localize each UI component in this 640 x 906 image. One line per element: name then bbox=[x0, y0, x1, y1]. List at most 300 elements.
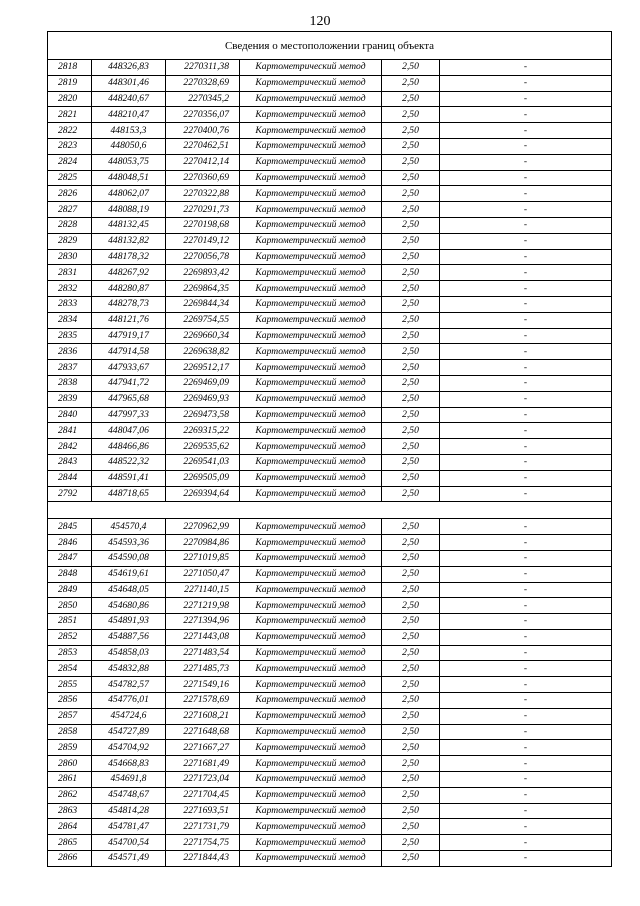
method-cell: Картометрический метод bbox=[240, 629, 382, 645]
table-row bbox=[48, 645, 612, 661]
x-coordinate-cell: 447997,33 bbox=[92, 407, 166, 423]
x-coordinate-cell: 447914,58 bbox=[92, 344, 166, 360]
method-cell: Картометрический метод bbox=[240, 470, 382, 486]
accuracy-cell: 2,50 bbox=[382, 123, 440, 139]
x-coordinate-cell: 454593,36 bbox=[92, 535, 166, 551]
x-coordinate-cell: 454619,61 bbox=[92, 566, 166, 582]
accuracy-cell: 2,50 bbox=[382, 138, 440, 154]
x-coordinate-cell: 454727,89 bbox=[92, 724, 166, 740]
accuracy-cell: 2,50 bbox=[382, 645, 440, 661]
table-row bbox=[48, 407, 612, 423]
y-coordinate-cell: 2270322,88 bbox=[166, 186, 240, 202]
description-cell: - bbox=[440, 535, 612, 551]
y-coordinate-cell: 2269638,82 bbox=[166, 344, 240, 360]
table-row bbox=[48, 154, 612, 170]
point-number-cell: 2832 bbox=[48, 281, 92, 297]
accuracy-cell: 2,50 bbox=[382, 819, 440, 835]
point-number-cell: 2827 bbox=[48, 202, 92, 218]
method-cell: Картометрический метод bbox=[240, 91, 382, 107]
point-number-cell: 2821 bbox=[48, 107, 92, 123]
y-coordinate-cell: 2270962,99 bbox=[166, 519, 240, 535]
point-number-cell: 2825 bbox=[48, 170, 92, 186]
description-cell: - bbox=[440, 375, 612, 391]
y-coordinate-cell: 2271394,96 bbox=[166, 614, 240, 630]
table-row bbox=[48, 787, 612, 803]
point-number-cell: 2859 bbox=[48, 740, 92, 756]
method-cell: Картометрический метод bbox=[240, 375, 382, 391]
y-coordinate-cell: 2270149,12 bbox=[166, 233, 240, 249]
x-coordinate-cell: 454704,92 bbox=[92, 740, 166, 756]
description-cell: - bbox=[440, 519, 612, 535]
page-number: 120 bbox=[309, 14, 331, 29]
table-row bbox=[48, 265, 612, 281]
y-coordinate-cell: 2269535,62 bbox=[166, 439, 240, 455]
y-coordinate-cell: 2270984,86 bbox=[166, 535, 240, 551]
table-row bbox=[48, 661, 612, 677]
table-row bbox=[48, 740, 612, 756]
x-coordinate-cell: 448718,65 bbox=[92, 486, 166, 502]
description-cell: - bbox=[440, 470, 612, 486]
accuracy-cell: 2,50 bbox=[382, 724, 440, 740]
x-coordinate-cell: 448301,46 bbox=[92, 75, 166, 91]
table-row bbox=[48, 819, 612, 835]
y-coordinate-cell: 2269469,93 bbox=[166, 391, 240, 407]
accuracy-cell: 2,50 bbox=[382, 772, 440, 788]
accuracy-cell: 2,50 bbox=[382, 535, 440, 551]
table-row bbox=[48, 724, 612, 740]
point-number-cell: 2861 bbox=[48, 772, 92, 788]
method-cell: Картометрический метод bbox=[240, 486, 382, 502]
y-coordinate-cell: 2270345,2 bbox=[166, 91, 240, 107]
y-coordinate-cell: 2271648,68 bbox=[166, 724, 240, 740]
point-number-cell: 2852 bbox=[48, 629, 92, 645]
table-row bbox=[48, 677, 612, 693]
description-cell: - bbox=[440, 312, 612, 328]
description-cell: - bbox=[440, 851, 612, 867]
description-cell: - bbox=[440, 249, 612, 265]
y-coordinate-cell: 2269660,34 bbox=[166, 328, 240, 344]
x-coordinate-cell: 447965,68 bbox=[92, 391, 166, 407]
x-coordinate-cell: 447919,17 bbox=[92, 328, 166, 344]
accuracy-cell: 2,50 bbox=[382, 756, 440, 772]
method-cell: Картометрический метод bbox=[240, 360, 382, 376]
x-coordinate-cell: 454776,01 bbox=[92, 693, 166, 709]
accuracy-cell: 2,50 bbox=[382, 454, 440, 470]
accuracy-cell: 2,50 bbox=[382, 835, 440, 851]
description-cell: - bbox=[440, 281, 612, 297]
table-row bbox=[48, 233, 612, 249]
accuracy-cell: 2,50 bbox=[382, 519, 440, 535]
description-cell: - bbox=[440, 75, 612, 91]
point-number-cell: 2842 bbox=[48, 439, 92, 455]
description-cell: - bbox=[440, 360, 612, 376]
y-coordinate-cell: 2270311,38 bbox=[166, 60, 240, 76]
table-row bbox=[48, 375, 612, 391]
accuracy-cell: 2,50 bbox=[382, 851, 440, 867]
point-number-cell: 2828 bbox=[48, 217, 92, 233]
accuracy-cell: 2,50 bbox=[382, 677, 440, 693]
x-coordinate-cell: 454887,56 bbox=[92, 629, 166, 645]
table-row bbox=[48, 851, 612, 867]
accuracy-cell: 2,50 bbox=[382, 186, 440, 202]
method-cell: Картометрический метод bbox=[240, 582, 382, 598]
description-cell: - bbox=[440, 138, 612, 154]
method-cell: Картометрический метод bbox=[240, 186, 382, 202]
method-cell: Картометрический метод bbox=[240, 138, 382, 154]
point-number-cell: 2851 bbox=[48, 614, 92, 630]
accuracy-cell: 2,50 bbox=[382, 344, 440, 360]
y-coordinate-cell: 2271549,16 bbox=[166, 677, 240, 693]
accuracy-cell: 2,50 bbox=[382, 582, 440, 598]
method-cell: Картометрический метод bbox=[240, 107, 382, 123]
method-cell: Картометрический метод bbox=[240, 677, 382, 693]
table-row bbox=[48, 202, 612, 218]
description-cell: - bbox=[440, 60, 612, 76]
point-number-cell: 2841 bbox=[48, 423, 92, 439]
y-coordinate-cell: 2269844,34 bbox=[166, 296, 240, 312]
y-coordinate-cell: 2271485,73 bbox=[166, 661, 240, 677]
x-coordinate-cell: 447933,67 bbox=[92, 360, 166, 376]
description-cell: - bbox=[440, 486, 612, 502]
table-row bbox=[48, 629, 612, 645]
description-cell: - bbox=[440, 265, 612, 281]
accuracy-cell: 2,50 bbox=[382, 470, 440, 486]
x-coordinate-cell: 448062,07 bbox=[92, 186, 166, 202]
accuracy-cell: 2,50 bbox=[382, 91, 440, 107]
point-number-cell: 2833 bbox=[48, 296, 92, 312]
method-cell: Картометрический метод bbox=[240, 439, 382, 455]
description-cell: - bbox=[440, 803, 612, 819]
y-coordinate-cell: 2271578,69 bbox=[166, 693, 240, 709]
x-coordinate-cell: 454648,05 bbox=[92, 582, 166, 598]
point-number-cell: 2830 bbox=[48, 249, 92, 265]
y-coordinate-cell: 2270360,69 bbox=[166, 170, 240, 186]
accuracy-cell: 2,50 bbox=[382, 60, 440, 76]
description-cell: - bbox=[440, 598, 612, 614]
method-cell: Картометрический метод bbox=[240, 202, 382, 218]
description-cell: - bbox=[440, 296, 612, 312]
accuracy-cell: 2,50 bbox=[382, 328, 440, 344]
table-row bbox=[48, 756, 612, 772]
description-cell: - bbox=[440, 724, 612, 740]
table-row bbox=[48, 249, 612, 265]
table-row bbox=[48, 60, 612, 76]
point-number-cell: 2864 bbox=[48, 819, 92, 835]
point-number-cell: 2856 bbox=[48, 693, 92, 709]
point-number-cell: 2843 bbox=[48, 454, 92, 470]
description-cell: - bbox=[440, 328, 612, 344]
x-coordinate-cell: 454781,47 bbox=[92, 819, 166, 835]
point-number-cell: 2819 bbox=[48, 75, 92, 91]
point-number-cell: 2824 bbox=[48, 154, 92, 170]
accuracy-cell: 2,50 bbox=[382, 486, 440, 502]
accuracy-cell: 2,50 bbox=[382, 202, 440, 218]
y-coordinate-cell: 2271483,54 bbox=[166, 645, 240, 661]
table-row bbox=[48, 519, 612, 535]
method-cell: Картометрический метод bbox=[240, 614, 382, 630]
table-row bbox=[48, 454, 612, 470]
table-row bbox=[48, 312, 612, 328]
accuracy-cell: 2,50 bbox=[382, 265, 440, 281]
y-coordinate-cell: 2271140,15 bbox=[166, 582, 240, 598]
accuracy-cell: 2,50 bbox=[382, 566, 440, 582]
method-cell: Картометрический метод bbox=[240, 233, 382, 249]
x-coordinate-cell: 448132,45 bbox=[92, 217, 166, 233]
block-separator-cell bbox=[48, 502, 612, 519]
accuracy-cell: 2,50 bbox=[382, 312, 440, 328]
point-number-cell: 2866 bbox=[48, 851, 92, 867]
y-coordinate-cell: 2271723,04 bbox=[166, 772, 240, 788]
table-row bbox=[48, 566, 612, 582]
point-number-cell: 2846 bbox=[48, 535, 92, 551]
point-number-cell: 2792 bbox=[48, 486, 92, 502]
accuracy-cell: 2,50 bbox=[382, 614, 440, 630]
y-coordinate-cell: 2269512,17 bbox=[166, 360, 240, 376]
x-coordinate-cell: 454590,08 bbox=[92, 550, 166, 566]
description-cell: - bbox=[440, 835, 612, 851]
y-coordinate-cell: 2269864,35 bbox=[166, 281, 240, 297]
method-cell: Картометрический метод bbox=[240, 787, 382, 803]
method-cell: Картометрический метод bbox=[240, 423, 382, 439]
point-number-cell: 2848 bbox=[48, 566, 92, 582]
table-row bbox=[48, 296, 612, 312]
y-coordinate-cell: 2269541,03 bbox=[166, 454, 240, 470]
y-coordinate-cell: 2270412,14 bbox=[166, 154, 240, 170]
accuracy-cell: 2,50 bbox=[382, 375, 440, 391]
point-number-cell: 2834 bbox=[48, 312, 92, 328]
x-coordinate-cell: 454700,54 bbox=[92, 835, 166, 851]
method-cell: Картометрический метод bbox=[240, 851, 382, 867]
point-number-cell: 2839 bbox=[48, 391, 92, 407]
point-number-cell: 2863 bbox=[48, 803, 92, 819]
x-coordinate-cell: 447941,72 bbox=[92, 375, 166, 391]
point-number-cell: 2820 bbox=[48, 91, 92, 107]
method-cell: Картометрический метод bbox=[240, 645, 382, 661]
x-coordinate-cell: 454668,83 bbox=[92, 756, 166, 772]
description-cell: - bbox=[440, 170, 612, 186]
table-row bbox=[48, 803, 612, 819]
x-coordinate-cell: 454571,49 bbox=[92, 851, 166, 867]
y-coordinate-cell: 2269893,42 bbox=[166, 265, 240, 281]
y-coordinate-cell: 2271019,85 bbox=[166, 550, 240, 566]
point-number-cell: 2858 bbox=[48, 724, 92, 740]
point-number-cell: 2857 bbox=[48, 708, 92, 724]
accuracy-cell: 2,50 bbox=[382, 75, 440, 91]
table-row bbox=[48, 281, 612, 297]
y-coordinate-cell: 2270291,73 bbox=[166, 202, 240, 218]
x-coordinate-cell: 448267,92 bbox=[92, 265, 166, 281]
table-row bbox=[48, 772, 612, 788]
table-row bbox=[48, 439, 612, 455]
x-coordinate-cell: 448240,67 bbox=[92, 91, 166, 107]
point-number-cell: 2844 bbox=[48, 470, 92, 486]
description-cell: - bbox=[440, 819, 612, 835]
method-cell: Картометрический метод bbox=[240, 566, 382, 582]
method-cell: Картометрический метод bbox=[240, 693, 382, 709]
y-coordinate-cell: 2271050,47 bbox=[166, 566, 240, 582]
y-coordinate-cell: 2270400,76 bbox=[166, 123, 240, 139]
table-row bbox=[48, 217, 612, 233]
description-cell: - bbox=[440, 740, 612, 756]
y-coordinate-cell: 2269315,22 bbox=[166, 423, 240, 439]
method-cell: Картометрический метод bbox=[240, 217, 382, 233]
accuracy-cell: 2,50 bbox=[382, 217, 440, 233]
table-row bbox=[48, 550, 612, 566]
point-number-cell: 2855 bbox=[48, 677, 92, 693]
point-number-cell: 2845 bbox=[48, 519, 92, 535]
table-row bbox=[48, 328, 612, 344]
x-coordinate-cell: 448053,75 bbox=[92, 154, 166, 170]
method-cell: Картометрический метод bbox=[240, 454, 382, 470]
x-coordinate-cell: 448178,32 bbox=[92, 249, 166, 265]
point-number-cell: 2860 bbox=[48, 756, 92, 772]
description-cell: - bbox=[440, 217, 612, 233]
accuracy-cell: 2,50 bbox=[382, 233, 440, 249]
method-cell: Картометрический метод bbox=[240, 296, 382, 312]
method-cell: Картометрический метод bbox=[240, 154, 382, 170]
point-number-cell: 2854 bbox=[48, 661, 92, 677]
method-cell: Картометрический метод bbox=[240, 819, 382, 835]
point-number-cell: 2836 bbox=[48, 344, 92, 360]
table-row bbox=[48, 486, 612, 502]
accuracy-cell: 2,50 bbox=[382, 693, 440, 709]
accuracy-cell: 2,50 bbox=[382, 661, 440, 677]
y-coordinate-cell: 2271443,08 bbox=[166, 629, 240, 645]
point-number-cell: 2822 bbox=[48, 123, 92, 139]
method-cell: Картометрический метод bbox=[240, 60, 382, 76]
point-number-cell: 2831 bbox=[48, 265, 92, 281]
point-number-cell: 2853 bbox=[48, 645, 92, 661]
accuracy-cell: 2,50 bbox=[382, 407, 440, 423]
x-coordinate-cell: 448088,19 bbox=[92, 202, 166, 218]
method-cell: Картометрический метод bbox=[240, 344, 382, 360]
y-coordinate-cell: 2271667,27 bbox=[166, 740, 240, 756]
table-row bbox=[48, 708, 612, 724]
y-coordinate-cell: 2270462,51 bbox=[166, 138, 240, 154]
table-row bbox=[48, 835, 612, 851]
accuracy-cell: 2,50 bbox=[382, 439, 440, 455]
accuracy-cell: 2,50 bbox=[382, 360, 440, 376]
point-number-cell: 2838 bbox=[48, 375, 92, 391]
x-coordinate-cell: 448278,73 bbox=[92, 296, 166, 312]
table-row bbox=[48, 123, 612, 139]
description-cell: - bbox=[440, 645, 612, 661]
y-coordinate-cell: 2271731,79 bbox=[166, 819, 240, 835]
x-coordinate-cell: 448153,3 bbox=[92, 123, 166, 139]
description-cell: - bbox=[440, 407, 612, 423]
accuracy-cell: 2,50 bbox=[382, 170, 440, 186]
method-cell: Картометрический метод bbox=[240, 249, 382, 265]
block-separator-row bbox=[48, 502, 612, 519]
method-cell: Картометрический метод bbox=[240, 281, 382, 297]
point-number-cell: 2865 bbox=[48, 835, 92, 851]
description-cell: - bbox=[440, 391, 612, 407]
description-cell: - bbox=[440, 708, 612, 724]
table-row bbox=[48, 582, 612, 598]
description-cell: - bbox=[440, 439, 612, 455]
x-coordinate-cell: 454858,03 bbox=[92, 645, 166, 661]
table-row bbox=[48, 535, 612, 551]
method-cell: Картометрический метод bbox=[240, 661, 382, 677]
description-cell: - bbox=[440, 107, 612, 123]
table-row bbox=[48, 344, 612, 360]
table-title: Сведения о местоположении границ объекта bbox=[48, 32, 612, 60]
x-coordinate-cell: 448047,06 bbox=[92, 423, 166, 439]
x-coordinate-cell: 454724,6 bbox=[92, 708, 166, 724]
x-coordinate-cell: 448326,83 bbox=[92, 60, 166, 76]
x-coordinate-cell: 448210,47 bbox=[92, 107, 166, 123]
description-cell: - bbox=[440, 233, 612, 249]
y-coordinate-cell: 2269473,58 bbox=[166, 407, 240, 423]
description-cell: - bbox=[440, 91, 612, 107]
method-cell: Картометрический метод bbox=[240, 772, 382, 788]
table-row bbox=[48, 186, 612, 202]
method-cell: Картометрический метод bbox=[240, 312, 382, 328]
table-row bbox=[48, 107, 612, 123]
x-coordinate-cell: 448466,86 bbox=[92, 439, 166, 455]
description-cell: - bbox=[440, 629, 612, 645]
table-row bbox=[48, 170, 612, 186]
description-cell: - bbox=[440, 186, 612, 202]
method-cell: Картометрический метод bbox=[240, 265, 382, 281]
point-number-cell: 2835 bbox=[48, 328, 92, 344]
x-coordinate-cell: 454782,57 bbox=[92, 677, 166, 693]
method-cell: Картометрический метод bbox=[240, 75, 382, 91]
x-coordinate-cell: 454891,93 bbox=[92, 614, 166, 630]
description-cell: - bbox=[440, 423, 612, 439]
table-row bbox=[48, 693, 612, 709]
y-coordinate-cell: 2271704,45 bbox=[166, 787, 240, 803]
y-coordinate-cell: 2271608,21 bbox=[166, 708, 240, 724]
point-number-cell: 2840 bbox=[48, 407, 92, 423]
description-cell: - bbox=[440, 454, 612, 470]
x-coordinate-cell: 454748,67 bbox=[92, 787, 166, 803]
point-number-cell: 2829 bbox=[48, 233, 92, 249]
table-row bbox=[48, 423, 612, 439]
method-cell: Картометрический метод bbox=[240, 724, 382, 740]
method-cell: Картометрический метод bbox=[240, 535, 382, 551]
description-cell: - bbox=[440, 566, 612, 582]
y-coordinate-cell: 2270056,78 bbox=[166, 249, 240, 265]
x-coordinate-cell: 448591,41 bbox=[92, 470, 166, 486]
description-cell: - bbox=[440, 693, 612, 709]
method-cell: Картометрический метод bbox=[240, 803, 382, 819]
y-coordinate-cell: 2271754,75 bbox=[166, 835, 240, 851]
table-row bbox=[48, 91, 612, 107]
method-cell: Картометрический метод bbox=[240, 756, 382, 772]
x-coordinate-cell: 454570,4 bbox=[92, 519, 166, 535]
boundary-table bbox=[47, 31, 612, 867]
y-coordinate-cell: 2271693,51 bbox=[166, 803, 240, 819]
y-coordinate-cell: 2269394,64 bbox=[166, 486, 240, 502]
x-coordinate-cell: 448050,6 bbox=[92, 138, 166, 154]
method-cell: Картометрический метод bbox=[240, 550, 382, 566]
method-cell: Картометрический метод bbox=[240, 407, 382, 423]
y-coordinate-cell: 2270328,69 bbox=[166, 75, 240, 91]
y-coordinate-cell: 2271681,49 bbox=[166, 756, 240, 772]
y-coordinate-cell: 2271844,43 bbox=[166, 851, 240, 867]
y-coordinate-cell: 2270356,07 bbox=[166, 107, 240, 123]
table-row bbox=[48, 391, 612, 407]
point-number-cell: 2823 bbox=[48, 138, 92, 154]
y-coordinate-cell: 2269505,09 bbox=[166, 470, 240, 486]
x-coordinate-cell: 448121,76 bbox=[92, 312, 166, 328]
x-coordinate-cell: 448522,32 bbox=[92, 454, 166, 470]
y-coordinate-cell: 2271219,98 bbox=[166, 598, 240, 614]
point-number-cell: 2818 bbox=[48, 60, 92, 76]
method-cell: Картометрический метод bbox=[240, 835, 382, 851]
x-coordinate-cell: 454832,88 bbox=[92, 661, 166, 677]
